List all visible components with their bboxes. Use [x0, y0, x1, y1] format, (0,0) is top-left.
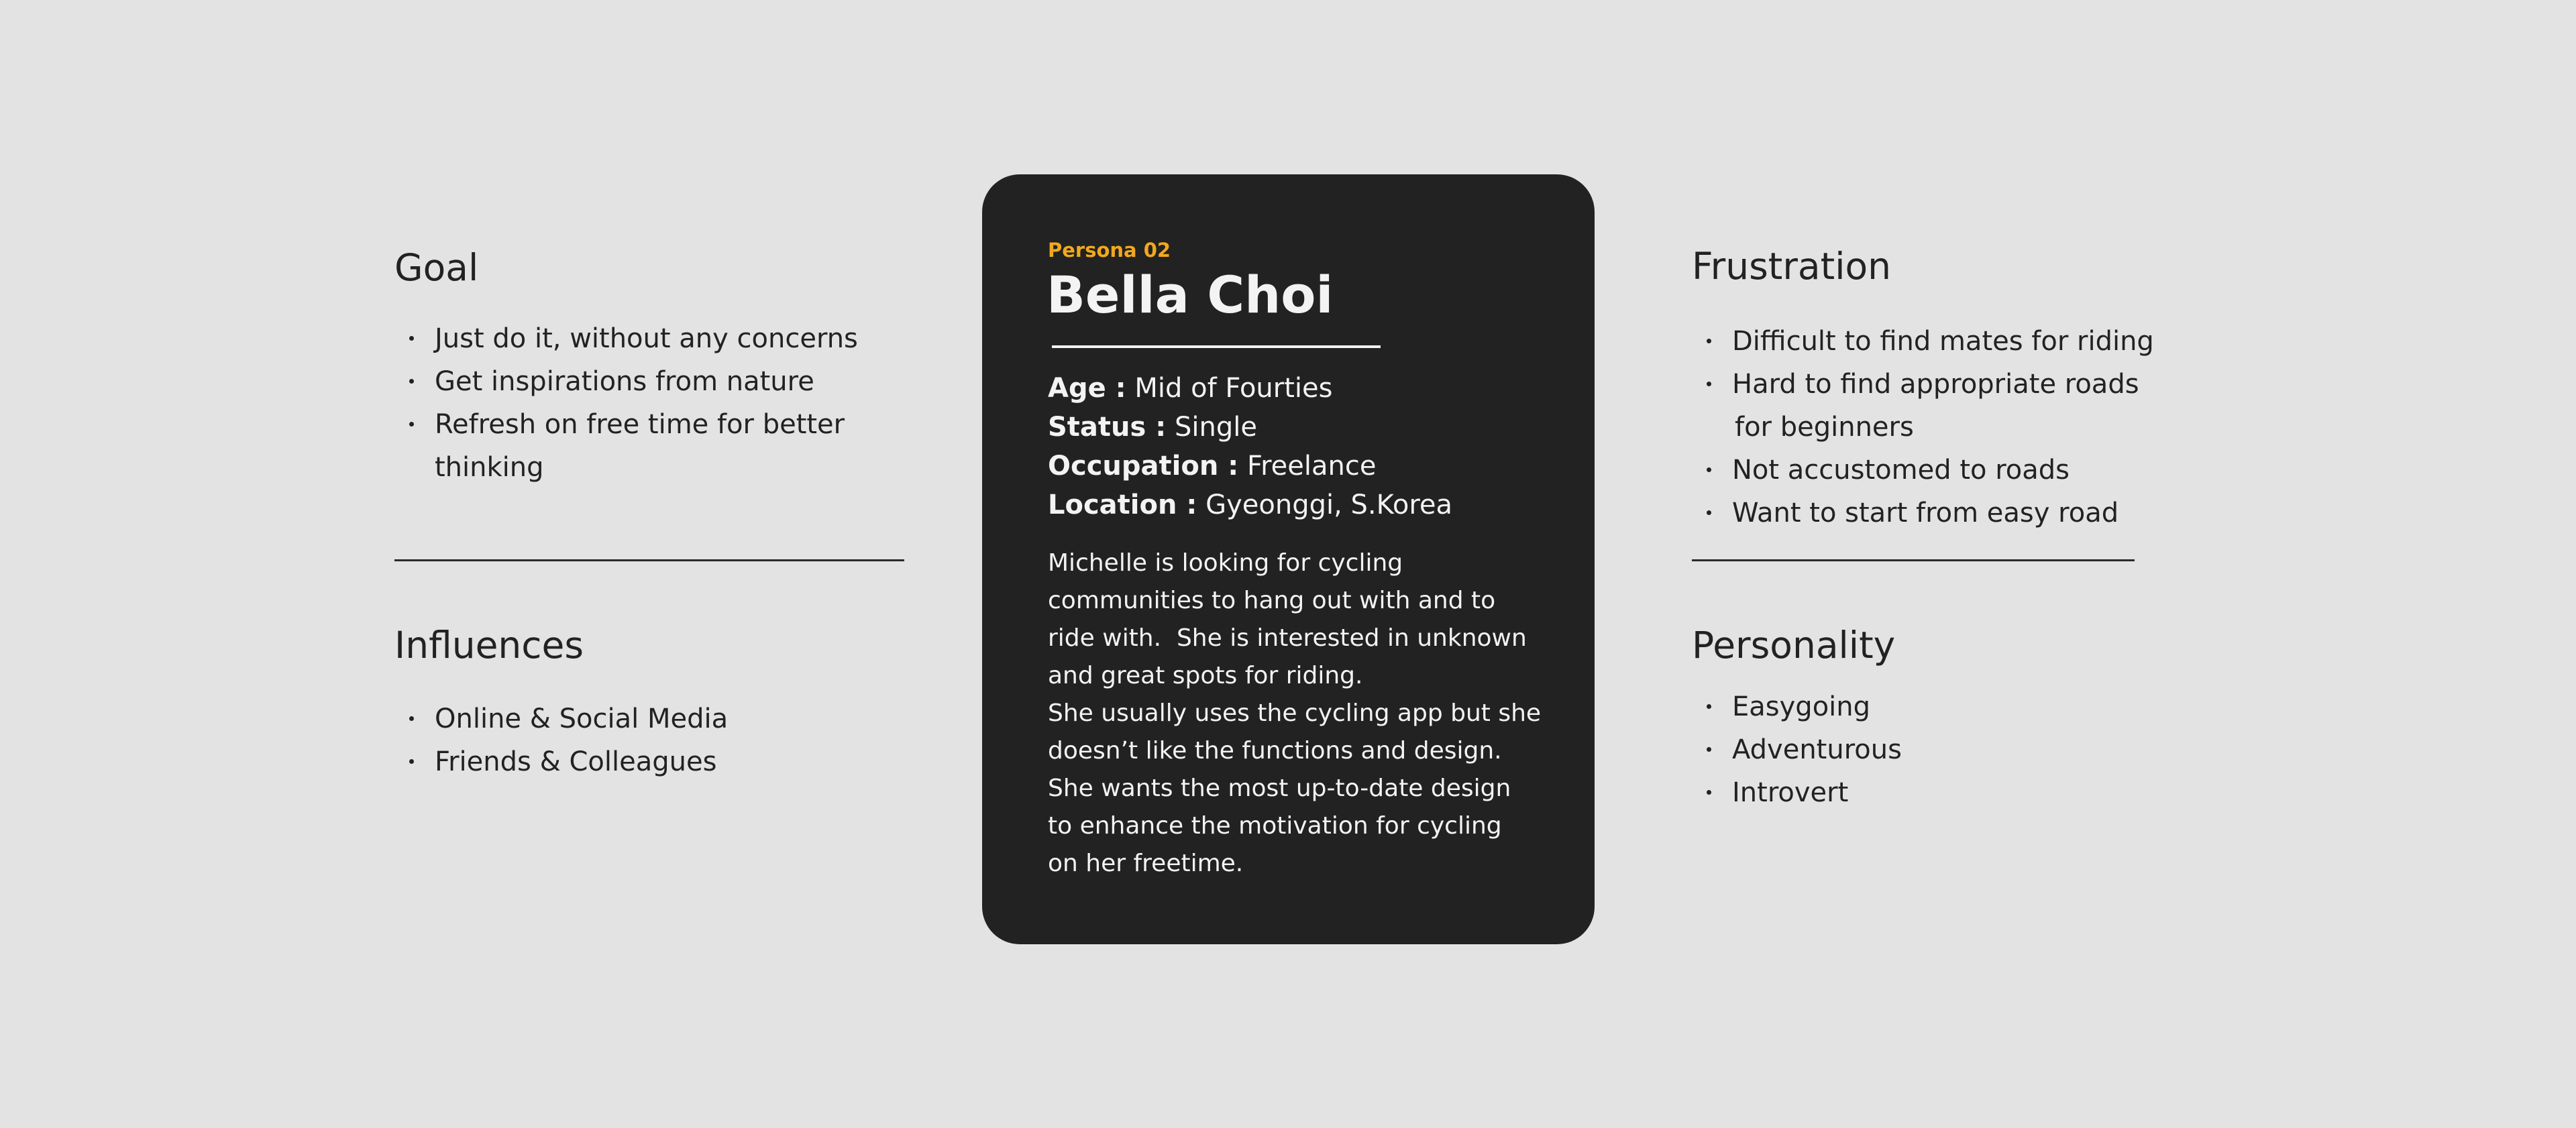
bio-line: She wants the most up-to-date design — [1048, 775, 1511, 802]
influences-title: Influences — [394, 624, 584, 667]
bio-line: She usually uses the cycling app but she — [1048, 699, 1542, 727]
bio-line: doesn’t like the functions and design. — [1048, 737, 1502, 765]
goal-divider — [394, 559, 904, 561]
personality-list — [1692, 685, 1902, 814]
influences-item: Friends & Colleagues — [394, 740, 728, 783]
bullet-icon — [1707, 747, 1711, 752]
frustration-item: Difficult to find mates for riding — [1692, 320, 2154, 363]
bullet-icon — [409, 422, 414, 427]
bullet-icon — [1707, 467, 1711, 472]
fact-value: Single — [1174, 412, 1257, 443]
personality-item: Introvert — [1692, 771, 1902, 814]
fact-value: Mid of Fourties — [1134, 373, 1333, 404]
bullet-icon — [1707, 510, 1711, 515]
goal-item: Get inspirations from nature — [394, 360, 858, 403]
frustration-divider — [1692, 559, 2135, 561]
persona-card — [982, 174, 1595, 944]
personality-title: Personality — [1692, 624, 1896, 667]
goal-item: Just do it, without any concerns — [394, 317, 858, 360]
bullet-icon — [409, 716, 414, 721]
bullet-icon — [409, 759, 414, 764]
fact-label: Occupation : — [1048, 451, 1239, 482]
personality-item: Adventurous — [1692, 728, 1902, 771]
bullet-icon — [1707, 339, 1711, 343]
goal-title: Goal — [394, 246, 479, 289]
persona-facts — [1048, 369, 1452, 524]
fact-value: Freelance — [1246, 451, 1377, 482]
frustration-title: Frustration — [1692, 245, 1891, 288]
persona-tag: Persona 02 — [1048, 239, 1171, 262]
bullet-icon — [1707, 704, 1711, 709]
fact-label: Location : — [1048, 490, 1197, 520]
goal-section — [394, 246, 858, 489]
persona-bio — [1048, 545, 1571, 883]
name-underline — [1052, 345, 1381, 348]
goal-item: Refresh on free time for better — [394, 403, 858, 446]
personality-section — [1692, 624, 1902, 814]
fact-value: Gyeonggi, S.Korea — [1205, 490, 1453, 520]
fact-label: Status : — [1048, 412, 1167, 443]
bio-line: ride with. She is interested in unknown — [1048, 624, 1527, 652]
fact-location — [1048, 486, 1452, 524]
fact-age — [1048, 369, 1452, 408]
persona-name: Bella Choi — [1046, 265, 1334, 325]
goal-list — [394, 317, 858, 489]
influences-section — [394, 624, 729, 783]
bullet-icon — [409, 336, 414, 341]
influences-item: Online & Social Media — [394, 697, 728, 740]
goal-item-continuation: thinking — [435, 452, 544, 483]
bio-line: Michelle is looking for cycling — [1048, 549, 1403, 577]
fact-occupation — [1048, 447, 1452, 486]
bullet-icon — [1707, 382, 1711, 386]
frustration-item: Want to start from easy road — [1692, 492, 2154, 534]
bio-line: to enhance the motivation for cycling — [1048, 812, 1502, 840]
frustration-list — [1692, 320, 2154, 534]
fact-label: Age : — [1048, 373, 1126, 404]
bio-line: and great spots for riding. — [1048, 662, 1363, 689]
frustration-item: Hard to find appropriate roads — [1692, 363, 2154, 406]
personality-item: Easygoing — [1692, 685, 1902, 728]
bullet-icon — [1707, 790, 1711, 795]
frustration-section — [1692, 245, 2154, 534]
fact-status — [1048, 408, 1452, 447]
frustration-item: Not accustomed to roads — [1692, 449, 2154, 492]
bio-line: communities to hang out with and to — [1048, 587, 1496, 614]
frustration-item-continuation: for beginners — [1735, 412, 1914, 443]
bullet-icon — [409, 379, 414, 384]
influences-list — [394, 697, 728, 783]
bio-line: on her freetime. — [1048, 850, 1244, 877]
